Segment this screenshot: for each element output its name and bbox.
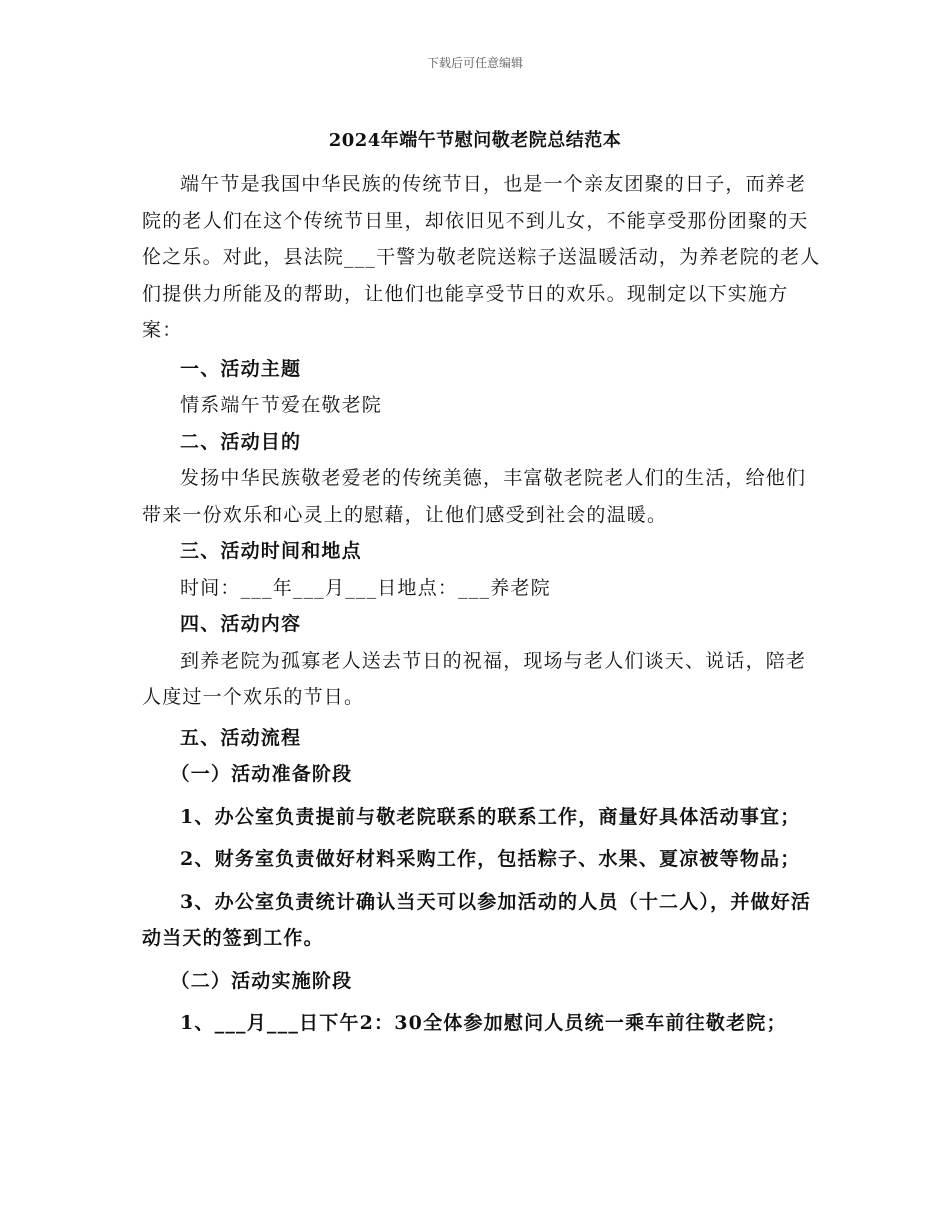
intro-paragraph: 端午节是我国中华民族的传统节日，也是一个亲友团聚的日子，而养老院的老人们在这个传统节日里，却依旧见不到儿女，不能享受那份团聚的天伦之乐。对此，县法院___干警为敬老院送粽子送温暖活动，为养老院的老人们提供力所能及的帮助，让他们也能享受节日的欢乐。现制定以下实施方案： (142, 173, 821, 341)
section-heading-process: 五、活动流程 (180, 726, 302, 749)
list-item-departure: 1、___月___日下午2：30全体参加慰问人员统一乘车前往敬老院； (180, 1012, 787, 1034)
section-heading-theme: 一、活动主题 (180, 357, 302, 380)
subheading-implementation: （二）活动实施阶段 (170, 969, 353, 992)
subheading-preparation: （一）活动准备阶段 (170, 763, 353, 785)
section-text-theme: 情系端午节爱在敬老院 (180, 394, 383, 416)
list-item-office-signin: 3、办公室负责统计确认当天可以参加活动的人员（十二人），并做好活动当天的签到工作。 (142, 890, 812, 949)
header-note: 下载后可任意编辑 (426, 56, 523, 70)
section-text-time-place: 时间：___年___月___日地点：___养老院 (180, 576, 551, 599)
section-text-purpose: 发扬中华民族敬老爱老的传统美德，丰富敬老院老人们的生活，给他们带来一份欢乐和心灵上的慰藉，让他们感受到社会的温暖。 (142, 467, 807, 526)
document-title: 2024年端午节慰问敬老院总结范本 (328, 130, 622, 151)
section-heading-content: 四、活动内容 (180, 613, 302, 635)
list-item-office-contact: 1、办公室负责提前与敬老院联系的联系工作，商量好具体活动事宜； (180, 805, 801, 828)
section-heading-purpose: 二、活动目的 (180, 430, 302, 453)
section-heading-time-place: 三、活动时间和地点 (180, 540, 362, 562)
document-body (142, 166, 822, 1042)
section-text-content: 到养老院为孤寡老人送去节日的祝福，现场与老人们谈天、说话，陪老人度过一个欢乐的节日。 (142, 649, 807, 708)
list-item-finance-purchase: 2、财务室负责做好材料采购工作，包括粽子、水果、夏凉被等物品； (180, 848, 801, 870)
